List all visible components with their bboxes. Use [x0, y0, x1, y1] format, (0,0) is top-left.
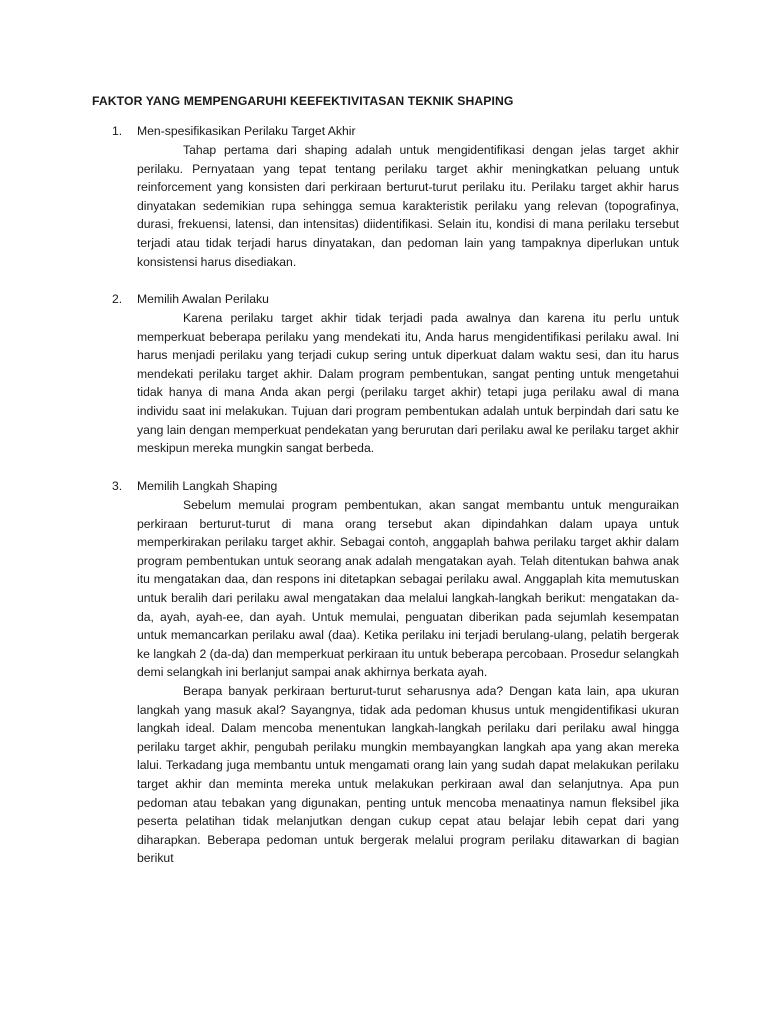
section-heading-text: Memilih Langkah Shaping: [137, 479, 278, 493]
section-number: 1.: [112, 124, 123, 138]
section-2: [112, 290, 678, 458]
document-title: FAKTOR YANG MEMPENGARUHI KEEFEKTIVITASAN TEKNIK SHAPING: [92, 94, 514, 108]
section-heading-text: Memilih Awalan Perilaku: [137, 292, 269, 306]
section-paragraph: Tahap pertama dari shaping adalah untuk mengidentifikasi dengan jelas target akhir perilaku. Pernyataan yang tepat tentang perilaku target akhir meningkatkan peluang untuk reinforcement yang konsisten dari perkiraan berturut-turut perilaku itu. Perilaku target akhir harus dinyatakan sedemikian rupa sehingga semua karakteristik perilaku yang relevan (topografinya, durasi, frekuensi, latensi, dan intensitas) diidentifikasi. Selain itu, kondisi di mana perilaku tersebut terjadi atau tidak terjadi harus dinyatakan, dan pedoman lain yang tampaknya diperlukan untuk konsistensi harus disediakan.: [137, 143, 679, 269]
section-3: [112, 477, 678, 868]
section-number: 2.: [112, 292, 123, 306]
section-heading: [112, 122, 678, 141]
section-paragraph: Berapa banyak perkiraan berturut-turut seharusnya ada? Dengan kata lain, apa ukuran langkah yang masuk akal? Sayangnya, tidak ada pedoman khusus untuk mengidentifikasi ukuran langkah ideal. Dalam mencoba menentukan langkah-langkah perilaku dari perilaku awal hingga perilaku target akhir, pengubah perilaku mungkin membayangkan langkah apa yang akan mereka lalui. Terkadang juga membantu untuk mengamati orang lain yang sudah dapat melakukan perilaku target akhir dan meminta mereka untuk melakukan perkiraan awal dan selanjutnya. Apa pun pedoman atau tebakan yang digunakan, penting untuk mencoba menaatinya namun fleksibel jika peserta pelatihan tidak melanjutkan dengan cukup cepat atau belajar lebih cepat dari yang diharapkan. Beberapa pedoman untuk bergerak melalui program perilaku ditawarkan di bagian berikut: [137, 683, 679, 866]
section-1: [112, 122, 678, 271]
section-heading-text: Men-spesifikasikan Perilaku Target Akhir: [137, 124, 356, 138]
section-heading: [112, 477, 678, 496]
section-number: 3.: [112, 479, 123, 493]
section-paragraph: Sebelum memulai program pembentukan, akan sangat membantu untuk menguraikan perkiraan berturut-turut di mana orang tersebut akan dipindahkan dalam upaya untuk memperkirakan perilaku target akhir. Sebagai contoh, anggaplah bahwa perilaku target akhir dalam program pembentukan untuk seorang anak adalah mengatakan ayah. Telah ditentukan bahwa anak itu mengatakan daa, dan respons ini ditetapkan sebagai perilaku awal. Anggaplah kita memutuskan untuk beralih dari perilaku awal mengatakan daa melalui langkah-langkah berikut: mengatakan da-da, ayah, ayah-ee, dan ayah. Untuk memulai, penguatan diberikan pada sejumlah kesempatan untuk memancarkan perilaku awal (daa). Ketika perilaku ini terjadi berulang-ulang, pelatih bergerak ke langkah 2 (da-da) dan memperkuat perkiraan itu untuk beberapa percobaan. Prosedur selangkah demi selangkah ini berlanjut sampai anak akhirnya berkata ayah.: [137, 498, 679, 680]
section-paragraph: Karena perilaku target akhir tidak terjadi pada awalnya dan karena itu perlu untuk memperkuat beberapa perilaku yang mendekati itu, Anda harus mengidentifikasi perilaku awal. Ini harus menjadi perilaku yang terjadi cukup sering untuk diperkuat dalam waktu sesi, dan itu harus mendekati perilaku target akhir. Dalam program pembentukan, sangat penting untuk mengetahui tidak hanya di mana Anda akan pergi (perilaku target akhir) tetapi juga perilaku awal di mana individu saat ini melakukan. Tujuan dari program pembentukan adalah untuk berpindah dari satu ke yang lain dengan memperkuat pendekatan yang berurutan dari perilaku awal ke perilaku target akhir meskipun mereka mungkin sangat berbeda.: [137, 311, 679, 456]
section-heading: [112, 290, 678, 309]
